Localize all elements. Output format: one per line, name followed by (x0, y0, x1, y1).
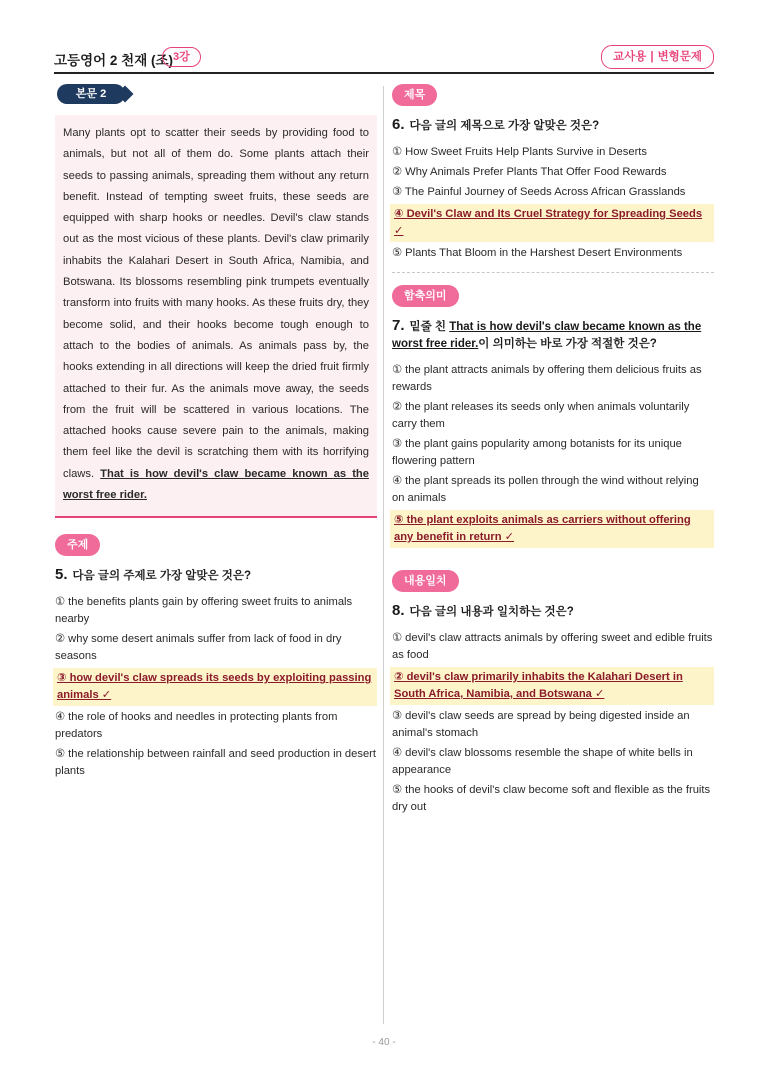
question-5 (55, 534, 377, 780)
question-underlined: That is how devil's claw became known as the worst free rider. (392, 321, 702, 350)
tag-title: 제목 (392, 84, 437, 106)
q6-option-5[interactable]: ⑤ Plants That Bloom in the Harshest Desert Environments (392, 247, 683, 259)
tag-content-match: 내용일치 (392, 570, 459, 592)
q6-option-2[interactable]: ② Why Animals Prefer Plants That Offer Food Rewards (392, 166, 667, 178)
passage-underlined: That is how devil's claw became known as the worst free rider. (63, 467, 369, 502)
teacher-label: 교사용 (613, 51, 647, 63)
page-number: - 40 - (372, 1037, 396, 1048)
question-6-title (392, 116, 714, 135)
q6-option-3[interactable]: ③ The Painful Journey of Seeds Across African Grasslands (392, 186, 686, 198)
q5-option-5[interactable]: ⑤ the relationship between rainfall and seed production in desert plants (55, 748, 376, 778)
header-rule (54, 72, 714, 74)
q5-option-2[interactable]: ② why some desert animals suffer from lack of food in dry seasons (55, 633, 342, 663)
question-number: 8. (392, 602, 405, 619)
q7-option-3[interactable]: ③ the plant gains popularity among botanists for its unique flowering pattern (392, 438, 682, 467)
question-8-title (392, 602, 714, 621)
question-8 (392, 570, 714, 816)
q8-option-3[interactable]: ③ devil's claw seeds are spread by being digested inside an animal's stomach (392, 710, 690, 739)
book-title: 고등영어 2 천재 (조) (54, 53, 174, 68)
question-prefix: 밑줄 친 (409, 321, 450, 333)
q5-option-4[interactable]: ④ the role of hooks and needles in protecting plants from predators (55, 711, 338, 741)
page-header (54, 44, 714, 74)
column-divider (383, 86, 384, 1024)
q6-option-4-answer[interactable]: ④ Devil's Claw and Its Cruel Strategy for Spreading Seeds ✓ (390, 204, 714, 242)
passage-label: 본문 2 (57, 84, 125, 104)
question-5-title (55, 566, 377, 585)
right-column (392, 84, 714, 816)
badge-separator: | (650, 51, 654, 63)
passage-box (55, 115, 377, 518)
tag-topic: 주제 (55, 534, 100, 556)
lesson-badge: 3강 (162, 47, 201, 67)
question-number: 7. (392, 317, 405, 334)
variant-label: 변형문제 (657, 51, 702, 63)
question-number: 6. (392, 116, 405, 133)
q7-option-4[interactable]: ④ the plant spreads its pollen through the wind without relying on animals (392, 475, 699, 504)
question-text: 다음 글의 제목으로 가장 알맞은 것은? (409, 120, 600, 132)
passage-text (63, 123, 369, 506)
question-text: 다음 글의 주제로 가장 알맞은 것은? (72, 570, 252, 583)
q8-option-4[interactable]: ④ devil's claw blossoms resemble the shape of white bells in appearance (392, 747, 693, 776)
teacher-badge (601, 45, 714, 69)
passage-body: Many plants opt to scatter their seeds by providing food to animals, but not all of them do. Some plants attach their seeds to passing animals, spreading them without any return benefit. Instead of tempting sweet fruits, these seeds are equipped with sharp hooks or needles. Devil's claw stands out as the most vicious of these plants. Devil's claw primarily inhabits the Kalahari Desert in South Africa, Namibia, and Botswana. Its blossoms resembling pink trumpets eventually transform into fruits with many hooks. As these fruits dry, they become solid, and their hooks become tough enough to attach to the bodies of animals. As animals pass by, the hooks extending in all directions will keep the dried fruit firmly attached to their fur. As the animals move away, the seeds from the fruit will be scattered in various locations. The attached hooks cause severe pain to the animals, making them feel like the devil is scratching them with its horrifying claws. (63, 127, 369, 480)
q7-option-5-answer[interactable]: ⑤ the plant exploits animals as carriers without offering any benefit in return ✓ (390, 510, 714, 548)
question-suffix: 이 의미하는 바로 가장 적절한 것은? (478, 338, 657, 350)
section-divider (392, 272, 714, 273)
q8-option-5[interactable]: ⑤ the hooks of devil's claw become soft and flexible as the fruits dry out (392, 784, 711, 813)
q5-option-3-answer[interactable]: ③ how devil's claw spreads its seeds by exploiting passing animals ✓ (53, 668, 377, 706)
q6-option-1[interactable]: ① How Sweet Fruits Help Plants Survive in Deserts (392, 146, 647, 158)
q8-option-1[interactable]: ① devil's claw attracts animals by offering sweet and edible fruits as food (392, 632, 713, 661)
q5-option-1[interactable]: ① the benefits plants gain by offering sweet fruits to animals nearby (55, 596, 353, 626)
q7-option-1[interactable]: ① the plant attracts animals by offering them delicious fruits as rewards (392, 364, 702, 393)
q8-option-2-answer[interactable]: ② devil's claw primarily inhabits the Kalahari Desert in South Africa, Namibia, and Botswana ✓ (390, 667, 714, 705)
question-6 (392, 84, 714, 262)
question-number: 5. (55, 566, 68, 584)
question-7-title (392, 317, 714, 353)
question-text: 다음 글의 내용과 일치하는 것은? (409, 606, 574, 618)
q7-option-2[interactable]: ② the plant releases its seeds only when animals voluntarily carry them (392, 401, 690, 430)
tag-implication: 함축의미 (392, 285, 459, 307)
question-7 (392, 285, 714, 548)
left-column (55, 84, 377, 780)
